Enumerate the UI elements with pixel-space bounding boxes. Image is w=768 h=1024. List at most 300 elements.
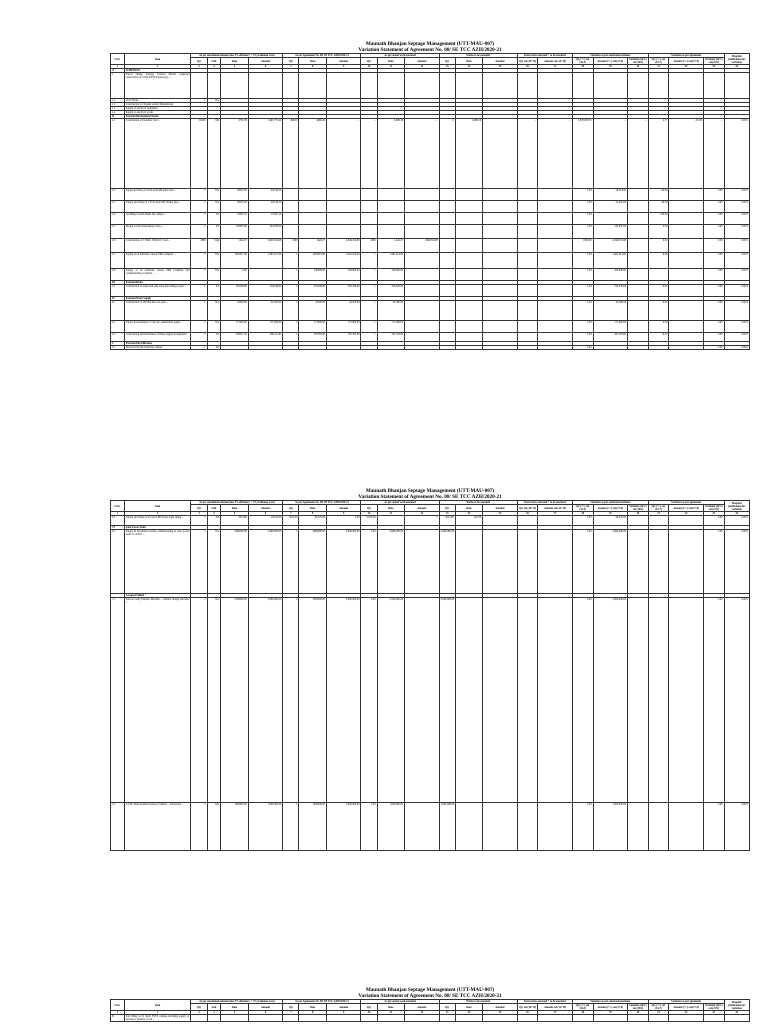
- column-number: 12: [405, 65, 439, 69]
- sno-cell: 1.2: [111, 103, 125, 107]
- value-cell: [405, 333, 439, 342]
- value-cell: [628, 321, 649, 333]
- value-cell: 42,500.00: [377, 301, 405, 321]
- value-cell: [538, 253, 572, 269]
- value-cell: -25.28: [669, 119, 703, 189]
- value-cell: 1: [361, 321, 377, 333]
- value-cell: 1: [283, 321, 299, 333]
- value-cell: [439, 189, 455, 201]
- value-cell: [299, 189, 327, 201]
- sno-header: S.No.: [111, 501, 125, 512]
- value-cell: 1,481,614.00: [377, 253, 405, 269]
- value-cell: [593, 1015, 627, 1022]
- value-cell: [191, 73, 207, 99]
- value-cell: -56.30: [648, 201, 669, 213]
- value-cell: [439, 285, 455, 297]
- value-cell: 1: [361, 269, 377, 281]
- value-cell: 2: [283, 598, 299, 803]
- value-cell: [669, 285, 703, 297]
- item-description: Cesspool Vehicle :: [124, 594, 191, 598]
- column-number: 9: [326, 1011, 361, 1015]
- column-number: 10: [361, 1011, 377, 1015]
- value-cell: 171000.00: [221, 321, 249, 333]
- column-number: 1: [111, 1011, 125, 1015]
- column-number: 4: [207, 65, 221, 69]
- value-cell: 1860.00: [572, 239, 593, 253]
- group-header: As per sanctioned estimate (less 5% efficiency + 1%) Lakhnau Cost): [191, 1000, 283, 1004]
- value-cell: 1.00: [326, 516, 361, 526]
- value-cell: [483, 321, 518, 333]
- value-cell: ...: [326, 119, 361, 189]
- value-cell: [405, 530, 439, 594]
- column-number: 10: [361, 65, 377, 69]
- statement-page-2: [110, 488, 750, 851]
- value-cell: [326, 201, 361, 213]
- column-header: Unit: [207, 505, 221, 512]
- value-cell: Nos: [207, 253, 221, 269]
- value-cell: [405, 269, 439, 281]
- column-header: Qty: [191, 58, 207, 65]
- value-cell: 1: [191, 321, 207, 333]
- value-cell: 1860: [361, 239, 377, 253]
- column-header: Rate: [377, 58, 405, 65]
- value-cell: 1: [191, 530, 207, 594]
- column-header: Amount: [326, 1004, 361, 1011]
- value-cell: 0.00: [703, 530, 724, 594]
- value-cell: Job: [207, 516, 221, 526]
- value-cell: [669, 213, 703, 225]
- value-cell: 1: [191, 253, 207, 269]
- value-cell: 42500.00: [221, 301, 249, 321]
- value-cell: [628, 346, 649, 350]
- column-header: Rate: [377, 1004, 405, 1011]
- value-cell: [483, 285, 518, 297]
- value-cell: Nos: [207, 301, 221, 321]
- column-number: 21: [648, 1011, 669, 1015]
- value-cell: [669, 239, 703, 253]
- column-number: 11: [377, 65, 405, 69]
- justification-header: Hospital justification for variation: [724, 1000, 749, 1011]
- value-cell: 2,996,000.00: [593, 530, 627, 594]
- group-header: Works to be executed: [439, 501, 517, 505]
- value-cell: [439, 1015, 455, 1022]
- column-header: Variation (in%) col.(22/9): [704, 1004, 723, 1010]
- column-header: Variation (in%) col.(19/6): [629, 1004, 647, 1010]
- column-number: 20: [628, 1011, 649, 1015]
- table-row: [111, 285, 750, 297]
- column-number: 13: [439, 65, 455, 69]
- value-cell: 2,996,000.00: [377, 530, 405, 594]
- value-cell: 316,239.00: [326, 285, 361, 297]
- value-cell: [299, 201, 327, 213]
- table-row: [111, 239, 750, 253]
- column-header: Qty: [191, 1004, 207, 1011]
- table-row: [111, 213, 750, 225]
- value-cell: 1,000,000.00: [439, 803, 455, 851]
- value-cell: [326, 225, 361, 239]
- value-cell: 1.00: [572, 189, 593, 201]
- value-cell: [538, 301, 572, 321]
- group-header: Variation as per agreement: [648, 54, 724, 58]
- value-cell: [517, 189, 538, 201]
- column-header: Rate: [455, 58, 483, 65]
- column-number: 1: [111, 512, 125, 516]
- value-cell: 0.00%: [724, 285, 749, 297]
- column-number: 11: [377, 512, 405, 516]
- column-number: 4: [207, 1011, 221, 1015]
- value-cell: ...: [405, 119, 439, 189]
- value-cell: [648, 346, 669, 350]
- value-cell: 0.00: [703, 321, 724, 333]
- item-description: Supply of electrical works: [124, 111, 191, 115]
- value-cell: 1: [191, 285, 207, 297]
- value-cell: [283, 1015, 299, 1022]
- value-cell: [483, 213, 518, 225]
- value-cell: 0.00: [703, 285, 724, 297]
- value-cell: 316,239.00: [248, 285, 282, 297]
- column-header-row: [111, 505, 750, 512]
- sno-cell: II: [111, 115, 125, 119]
- value-cell: [361, 346, 377, 350]
- value-cell: [405, 225, 439, 239]
- value-cell: 0.00: [703, 346, 724, 350]
- value-cell: [669, 73, 703, 99]
- value-cell: [283, 213, 299, 225]
- value-cell: 5,974.00: [361, 516, 377, 526]
- value-cell: 1: [191, 516, 207, 526]
- value-cell: 23567.10: [221, 213, 249, 225]
- item-description: External Electrification: [124, 342, 191, 346]
- group-header: As per sanctioned estimate (less 5% efficiency + 1%) Lakhnau Cost): [191, 501, 283, 505]
- value-cell: 2,649,319.98: [326, 239, 361, 253]
- column-header: Qty col.(10+13): [519, 506, 537, 510]
- column-header: Qty col.(10+13): [519, 1005, 537, 1009]
- value-cell: 1: [191, 189, 207, 201]
- column-header: Amount: [405, 1004, 439, 1011]
- value-cell: 1.00: [572, 803, 593, 851]
- value-cell: 1,000,000.00: [593, 803, 627, 851]
- value-cell: [455, 73, 483, 99]
- value-cell: ...: [361, 119, 377, 189]
- column-number: 7: [283, 1011, 299, 1015]
- value-cell: 1,481,614.00: [326, 253, 361, 269]
- value-cell: [517, 213, 538, 225]
- value-cell: [538, 321, 572, 333]
- value-cell: 4,669.16: [377, 119, 405, 189]
- value-cell: [538, 269, 572, 281]
- value-cell: 1,391,617.50: [248, 253, 282, 269]
- value-cell: 0.00%: [724, 189, 749, 201]
- column-header: Rate: [299, 58, 327, 65]
- column-number: 9: [326, 65, 361, 69]
- column-number: 9: [326, 512, 361, 516]
- column-number: 17: [538, 512, 572, 516]
- value-cell: [628, 213, 649, 225]
- item-description: Supply & installation testing commissioning of solar power plant of 15 KW ...: [124, 530, 191, 594]
- value-cell: [517, 530, 538, 594]
- statement-page-3: [110, 987, 750, 1022]
- value-cell: [326, 213, 361, 225]
- value-cell: [455, 225, 483, 239]
- value-cell: 0.00%: [724, 803, 749, 851]
- column-header: Variation (in%) col.(19/6): [629, 58, 647, 64]
- column-header: Qty: [283, 58, 299, 65]
- value-cell: [517, 333, 538, 342]
- value-cell: 1: [191, 333, 207, 342]
- value-cell: 1: [191, 213, 207, 225]
- value-cell: 0.02: [648, 239, 669, 253]
- value-cell: [283, 225, 299, 239]
- value-cell: [628, 301, 649, 321]
- item-description: Civil Works: [124, 99, 191, 103]
- value-cell: 1.00: [572, 346, 593, 350]
- value-cell: [483, 269, 518, 281]
- column-number: 19: [593, 65, 627, 69]
- sno-header: S.No.: [111, 1000, 125, 1011]
- value-cell: [283, 73, 299, 99]
- value-cell: 1: [191, 99, 207, 103]
- value-cell: 3,878,858.55: [572, 119, 593, 189]
- value-cell: 2.00: [361, 598, 377, 803]
- value-cell: [361, 201, 377, 213]
- value-cell: 1.00: [572, 269, 593, 281]
- justification-header: Hospital justification for variation: [724, 501, 749, 512]
- value-cell: [377, 516, 405, 526]
- column-number: 20: [628, 512, 649, 516]
- value-cell: 2,996,000.00: [439, 530, 455, 594]
- value-cell: 0.00: [703, 803, 724, 851]
- value-cell: 2649319.98: [405, 239, 439, 253]
- value-cell: 1: [361, 333, 377, 342]
- value-cell: 1000000.00: [299, 803, 327, 851]
- table-row: [111, 346, 750, 350]
- value-cell: [538, 189, 572, 201]
- value-cell: 168211.81: [221, 333, 249, 342]
- column-header-row: [111, 58, 750, 65]
- value-cell: [326, 189, 361, 201]
- value-cell: Nos: [207, 189, 221, 201]
- value-cell: 1.00: [572, 321, 593, 333]
- value-cell: 1: [405, 516, 439, 526]
- value-cell: 0.00: [703, 201, 724, 213]
- value-cell: [483, 73, 518, 99]
- column-number: 13: [439, 1011, 455, 1015]
- value-cell: [377, 189, 405, 201]
- value-cell: 1,424.27: [377, 239, 405, 253]
- value-cell: 2.00: [572, 598, 593, 803]
- column-header: Amount: [483, 505, 518, 512]
- value-cell: [593, 346, 627, 350]
- value-cell: [669, 516, 703, 526]
- value-cell: [455, 1015, 483, 1022]
- column-header: Amount: [405, 58, 439, 65]
- value-cell: [483, 346, 518, 350]
- value-cell: 0.00: [648, 285, 669, 297]
- value-cell: [538, 1015, 572, 1022]
- sno-cell: 6.1: [111, 530, 125, 594]
- value-cell: 0.00: [703, 269, 724, 281]
- sno-cell: 1.3: [111, 107, 125, 111]
- group-header: Variation as per agreement: [648, 501, 724, 505]
- value-cell: 6.46: [648, 253, 669, 269]
- value-cell: 0.00%: [724, 201, 749, 213]
- value-cell: 316,239.00: [377, 285, 405, 297]
- value-cell: [283, 201, 299, 213]
- sno-cell: 2.4: [111, 213, 125, 225]
- value-cell: [538, 239, 572, 253]
- value-cell: 1: [191, 301, 207, 321]
- value-cell: [248, 346, 282, 350]
- value-cell: 0.00%: [724, 301, 749, 321]
- value-cell: 21,632.00: [593, 201, 627, 213]
- column-number: 18: [572, 1011, 593, 1015]
- value-cell: 0.00%: [724, 269, 749, 281]
- value-cell: 5,000,000.00: [248, 598, 282, 803]
- value-cell: [483, 598, 518, 803]
- sno-cell: B: [111, 1015, 125, 1022]
- group-header: Variation as per sanctioned estimate: [572, 54, 648, 58]
- value-cell: [538, 201, 572, 213]
- value-cell: [439, 346, 455, 350]
- value-cell: [483, 201, 518, 213]
- value-cell: Nos: [207, 99, 221, 103]
- value-cell: [326, 1015, 361, 1022]
- column-header: Amount: [405, 505, 439, 512]
- value-cell: 42,500.00: [593, 301, 627, 321]
- item-header: Item: [124, 501, 191, 512]
- column-number: 13: [439, 512, 455, 516]
- value-cell: [405, 213, 439, 225]
- item-description: Soil filling in 31 KLD FSTP campus including supply of necessary quantity of soil ...: [125, 1015, 190, 1021]
- value-cell: 0.00: [703, 239, 724, 253]
- group-header: Works to be executed: [439, 1000, 517, 1004]
- value-cell: 0.00%: [724, 333, 749, 342]
- value-cell: [405, 598, 439, 803]
- sno-cell: 2.1: [111, 119, 125, 189]
- item-description: External Development Works: [124, 115, 191, 119]
- sno-cell: 1.1: [111, 99, 125, 103]
- value-cell: 142,935.00: [248, 225, 282, 239]
- value-cell: [405, 321, 439, 333]
- group-header: Total works executed + to be executed: [517, 501, 572, 505]
- column-header: Qty: [439, 1004, 455, 1011]
- column-number: 12: [405, 1011, 439, 1015]
- table-row: [111, 269, 750, 281]
- value-cell: 4669.16: [299, 119, 327, 189]
- sno-cell: 7.2: [111, 803, 125, 851]
- value-cell: 1000000.00: [221, 803, 249, 851]
- value-cell: 0.00%: [724, 213, 749, 225]
- value-cell: [538, 73, 572, 99]
- page-subtitle: Variation Statement of Agreement No. 08/ SE TCC AZH/2020-21: [358, 494, 502, 500]
- column-header: Variation (in%) col.(19/6): [629, 505, 647, 511]
- table-row: [111, 189, 750, 201]
- sno-cell: 7.1: [111, 598, 125, 803]
- value-cell: 0: [439, 119, 455, 189]
- value-cell: [377, 73, 405, 99]
- column-header: Qty: [191, 505, 207, 512]
- column-header: Variation (in%) col.(22/9): [704, 58, 723, 64]
- value-cell: [517, 1015, 538, 1022]
- justification-header: Hospital justification for variation: [724, 54, 749, 65]
- value-cell: [439, 301, 455, 321]
- item-description: Faecal Sludge Septage Solution Hybrid composed construction of 31 KLD FSTP (turn-key) ...: [124, 73, 191, 99]
- value-cell: 2,996,000.00: [326, 530, 361, 594]
- value-cell: 42500.00: [299, 301, 327, 321]
- value-cell: [221, 73, 249, 99]
- item-description: 3.5 KL Tank mounted Cesspool Vehicle ... Extraction: [124, 803, 191, 851]
- value-cell: ...: [538, 119, 572, 189]
- value-cell: 29,376.00: [248, 516, 282, 526]
- item-description: External Drain: [124, 281, 191, 285]
- value-cell: [538, 285, 572, 297]
- value-cell: 167,763.00: [326, 333, 361, 342]
- value-cell: [455, 803, 483, 851]
- value-cell: 2500000.00: [221, 598, 249, 803]
- sno-cell: 3.1: [111, 285, 125, 297]
- value-cell: 1: [191, 201, 207, 213]
- column-header: Amount col.(12+15): [538, 58, 572, 65]
- value-cell: [377, 213, 405, 225]
- value-cell: 1: [191, 269, 207, 281]
- value-cell: 0.00%: [724, 253, 749, 269]
- sno-cell: 4.1: [111, 301, 125, 321]
- column-number: 6: [248, 512, 282, 516]
- statement-page-1: [110, 41, 750, 350]
- column-header: Rate: [221, 505, 249, 512]
- value-cell: 1: [283, 803, 299, 851]
- column-header: Amount: [326, 505, 361, 512]
- value-cell: [299, 225, 327, 239]
- value-cell: Job: [207, 333, 221, 342]
- column-header: Qty col.(10+13): [519, 59, 537, 63]
- sno-cell: 2.6: [111, 239, 125, 253]
- value-cell: [439, 201, 455, 213]
- column-header: Amount (+/-) col.(17-6): [593, 58, 627, 65]
- value-cell: 1.00: [572, 333, 593, 342]
- column-number: 8: [299, 1011, 327, 1015]
- column-header: Amount: [248, 58, 282, 65]
- value-cell: [628, 239, 649, 253]
- value-cell: 171000.00: [299, 321, 327, 333]
- value-cell: [669, 598, 703, 803]
- value-cell: [405, 189, 439, 201]
- value-cell: [517, 598, 538, 803]
- value-cell: 1.00: [361, 530, 377, 594]
- value-cell: [439, 253, 455, 269]
- value-cell: [538, 803, 572, 851]
- value-cell: [669, 1015, 703, 1022]
- group-header: As per Agreement No. 08/ SE TCC AZH/2020-21: [283, 501, 361, 505]
- value-cell: [483, 301, 518, 321]
- value-cell: 1,000,000.00: [377, 803, 405, 851]
- column-number: 2: [124, 512, 191, 516]
- sno-cell: IV: [111, 297, 125, 301]
- value-cell: [538, 346, 572, 350]
- column-header: Amount (+/-) col.(17-9): [669, 505, 703, 512]
- table-row: [111, 516, 750, 526]
- value-cell: 159.60: [191, 119, 207, 189]
- value-cell: 1: [361, 253, 377, 269]
- value-cell: 0.00%: [724, 530, 749, 594]
- value-cell: Nos: [207, 269, 221, 281]
- group-header: As per actual work executed: [361, 54, 439, 58]
- item-description: Construction of boundary wall ...: [124, 119, 191, 189]
- table-row: [111, 333, 750, 342]
- column-number: 15: [483, 1011, 518, 1015]
- sno-cell: 2.3: [111, 201, 125, 213]
- column-number: 4: [207, 512, 221, 516]
